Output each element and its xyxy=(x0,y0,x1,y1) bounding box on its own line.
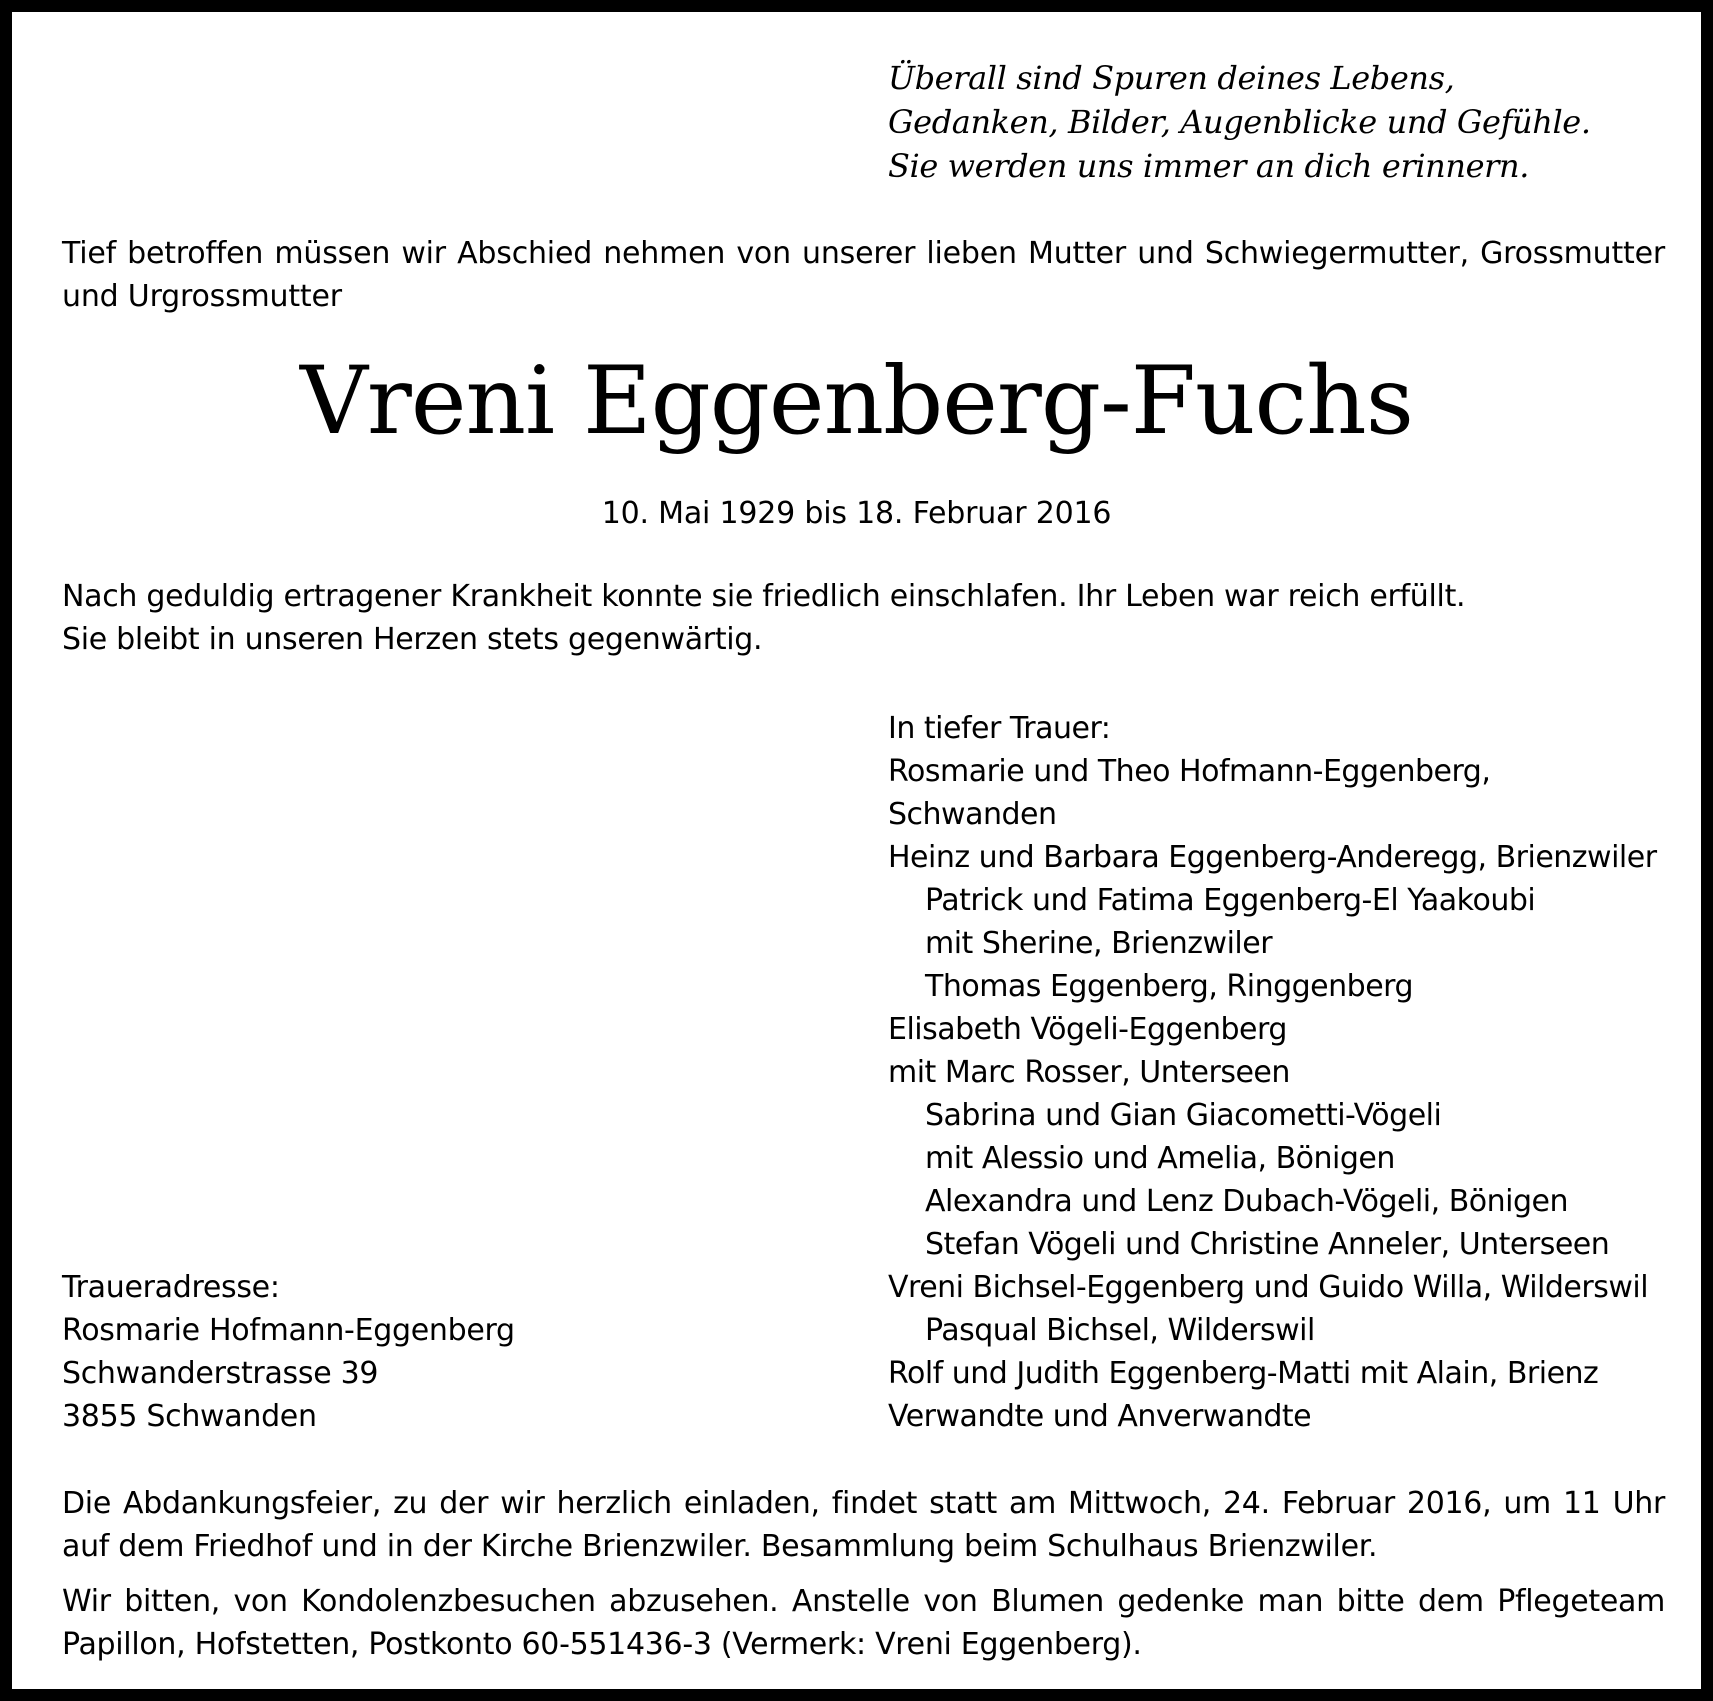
mourner-line: Schwanden xyxy=(888,797,1057,832)
mourner-line: Stefan Vögeli und Christine Anneler, Unterseen xyxy=(925,1227,1610,1262)
address-line: Rosmarie Hofmann-Eggenberg xyxy=(62,1313,515,1348)
verse-line: Überall sind Spuren deines Lebens, xyxy=(888,59,1455,97)
mourner-line: Thomas Eggenberg, Ringgenberg xyxy=(925,969,1413,1004)
ceremony-text: Die Abdankungsfeier, zu der wir herzlich einladen, findet statt am Mittwoch, 24. Februar 2016, um 11 Uhr auf dem Friedhof und in der Kirche Brienzwiler. Besammlung beim Schulhaus Brienzwiler. xyxy=(62,1486,1665,1564)
farewell-line: Nach geduldig ertragener Krankheit konnte sie friedlich einschlafen. Ihr Leben war reich erfüllt. xyxy=(62,579,1466,614)
mourner-line: Elisabeth Vögeli-Eggenberg xyxy=(888,1012,1287,1047)
intro-text: Tief betroffen müssen wir Abschied nehmen von unserer lieben Mutter und Schwiegermutter, Grossmutter und Urgrossmutter xyxy=(62,236,1665,314)
mourner-line: Rosmarie und Theo Hofmann-Eggenberg, xyxy=(888,754,1491,789)
mourners-list xyxy=(888,707,1688,1438)
mourner-line: Rolf und Judith Eggenberg-Matti mit Alain, Brienz xyxy=(888,1356,1599,1391)
mourner-line: Pasqual Bichsel, Wilderswil xyxy=(925,1313,1315,1348)
memorial-verse xyxy=(888,56,1688,188)
mourner-line: mit Sherine, Brienzwiler xyxy=(925,926,1273,961)
mourner-line: mit Alessio und Amelia, Bönigen xyxy=(925,1141,1395,1176)
address-line: 3855 Schwanden xyxy=(62,1399,317,1434)
mourner-line: Alexandra und Lenz Dubach-Vögeli, Bönigen xyxy=(925,1184,1568,1219)
mourner-line: Patrick und Fatima Eggenberg-El Yaakoubi xyxy=(925,883,1536,918)
mourner-line: Sabrina und Gian Giacometti-Vögeli xyxy=(925,1098,1442,1133)
address-line: Schwanderstrasse 39 xyxy=(62,1356,379,1391)
mourning-address xyxy=(62,1266,762,1438)
mourner-line: Verwandte und Anverwandte xyxy=(888,1399,1312,1434)
mourners-heading: In tiefer Trauer: xyxy=(888,711,1111,746)
mourner-line: Heinz und Barbara Eggenberg-Anderegg, Brienzwiler xyxy=(888,840,1657,875)
address-heading: Traueradresse: xyxy=(62,1270,280,1305)
deceased-name: Vreni Eggenberg-Fuchs xyxy=(300,347,1413,456)
verse-line: Sie werden uns immer an dich erinnern. xyxy=(888,147,1530,185)
farewell-line: Sie bleibt in unseren Herzen stets gegenwärtig. xyxy=(62,622,763,657)
verse-line: Gedanken, Bilder, Augenblicke und Gefühle. xyxy=(888,103,1591,141)
farewell-text xyxy=(62,575,1562,661)
mourner-line: mit Marc Rosser, Unterseen xyxy=(888,1055,1290,1090)
donation-request-text: Wir bitten, von Kondolenzbesuchen abzusehen. Anstelle von Blumen gedenke man bitte dem Pflegeteam Papillon, Hofstetten, Postkonto 60-551436-3 (Vermerk: Vreni Eggenberg). xyxy=(62,1584,1665,1662)
life-dates: 10. Mai 1929 bis 18. Februar 2016 xyxy=(601,496,1112,531)
mourner-line: Vreni Bichsel-Eggenberg und Guido Willa, Wilderswil xyxy=(888,1270,1649,1305)
